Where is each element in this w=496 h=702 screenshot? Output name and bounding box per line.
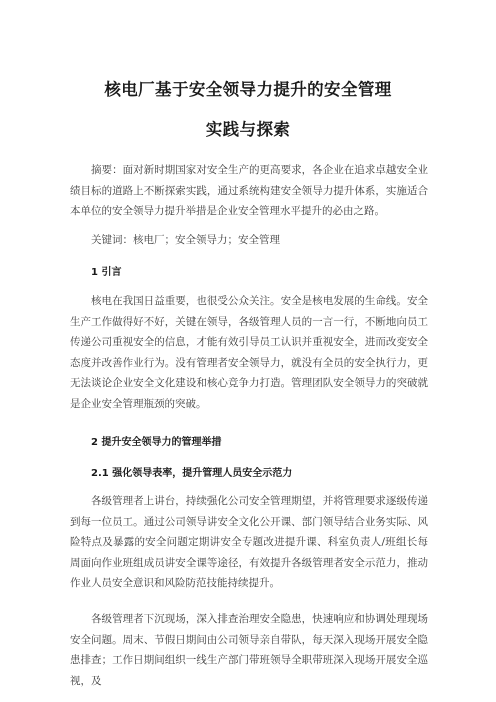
section-2-1-paragraph-2: 各级管理者下沉现场，深入排查治理安全隐患，快速响应和协调处理现场安全问题。周末、节假日期间由公司领导亲自带队，每天深入现场开展安全隐患排查；工作日期间组织一线生产部门带班领导全职带班深入现场开展安全巡视，及 [70,613,428,687]
section-1-paragraph: 核电在我国日益重要，也很受公众关注。安全是核电发展的生命线。安全生产工作做得好不好，关键在领导，各级管理人员的一言一行，不断地向员工传递公司重视安全的信息，才能有效引导员工认识并重视安全，进而改变安全态度并改善作业行为。没有管理者安全领导力，就没有全员的安全执行力，更无法谈论企业安全文化建设和核心竞争力打造。管理团队安全领导力的突破就是企业安全管理瓶颈的突破。 [70,295,428,410]
abstract-paragraph: 摘要：面对新时期国家对安全生产的更高要求，各企业在追求卓越安全业绩目标的道路上不断探索实践，通过系统构建安全领导力提升体系，实施适合本单位的安全领导力提升举措是企业安全管理水平提升的必由之路。 [70,164,428,218]
document-title-line-2: 实践与探索 [205,120,291,139]
section-2-1-paragraph-1: 各级管理者上讲台，持续强化公司安全管理期望，并将管理要求逐级传递到每一位员工。通过公司领导讲安全文化公开课、部门领导结合业务实际、风险特点及暴露的安全问题定期讲安全专题改进提升课、科室负责人/班组长每周面向作业班组成员讲安全课等途径，有效提升各级管理者安全示范力，推动作业人员安全意识和风险防范技能持续提升。 [70,495,428,590]
document-title-line-1: 核电厂基于安全领导力提升的安全管理 [104,80,392,99]
section-1-heading: 1 引言 [91,267,122,278]
section-2-1-heading: 2.1 强化领导表率，提升管理人员安全示范力 [91,468,293,479]
section-2-heading: 2 提升安全领导力的管理举措 [91,437,222,448]
keywords-line: 关键词：核电厂；安全领导力；安全管理 [91,234,280,246]
